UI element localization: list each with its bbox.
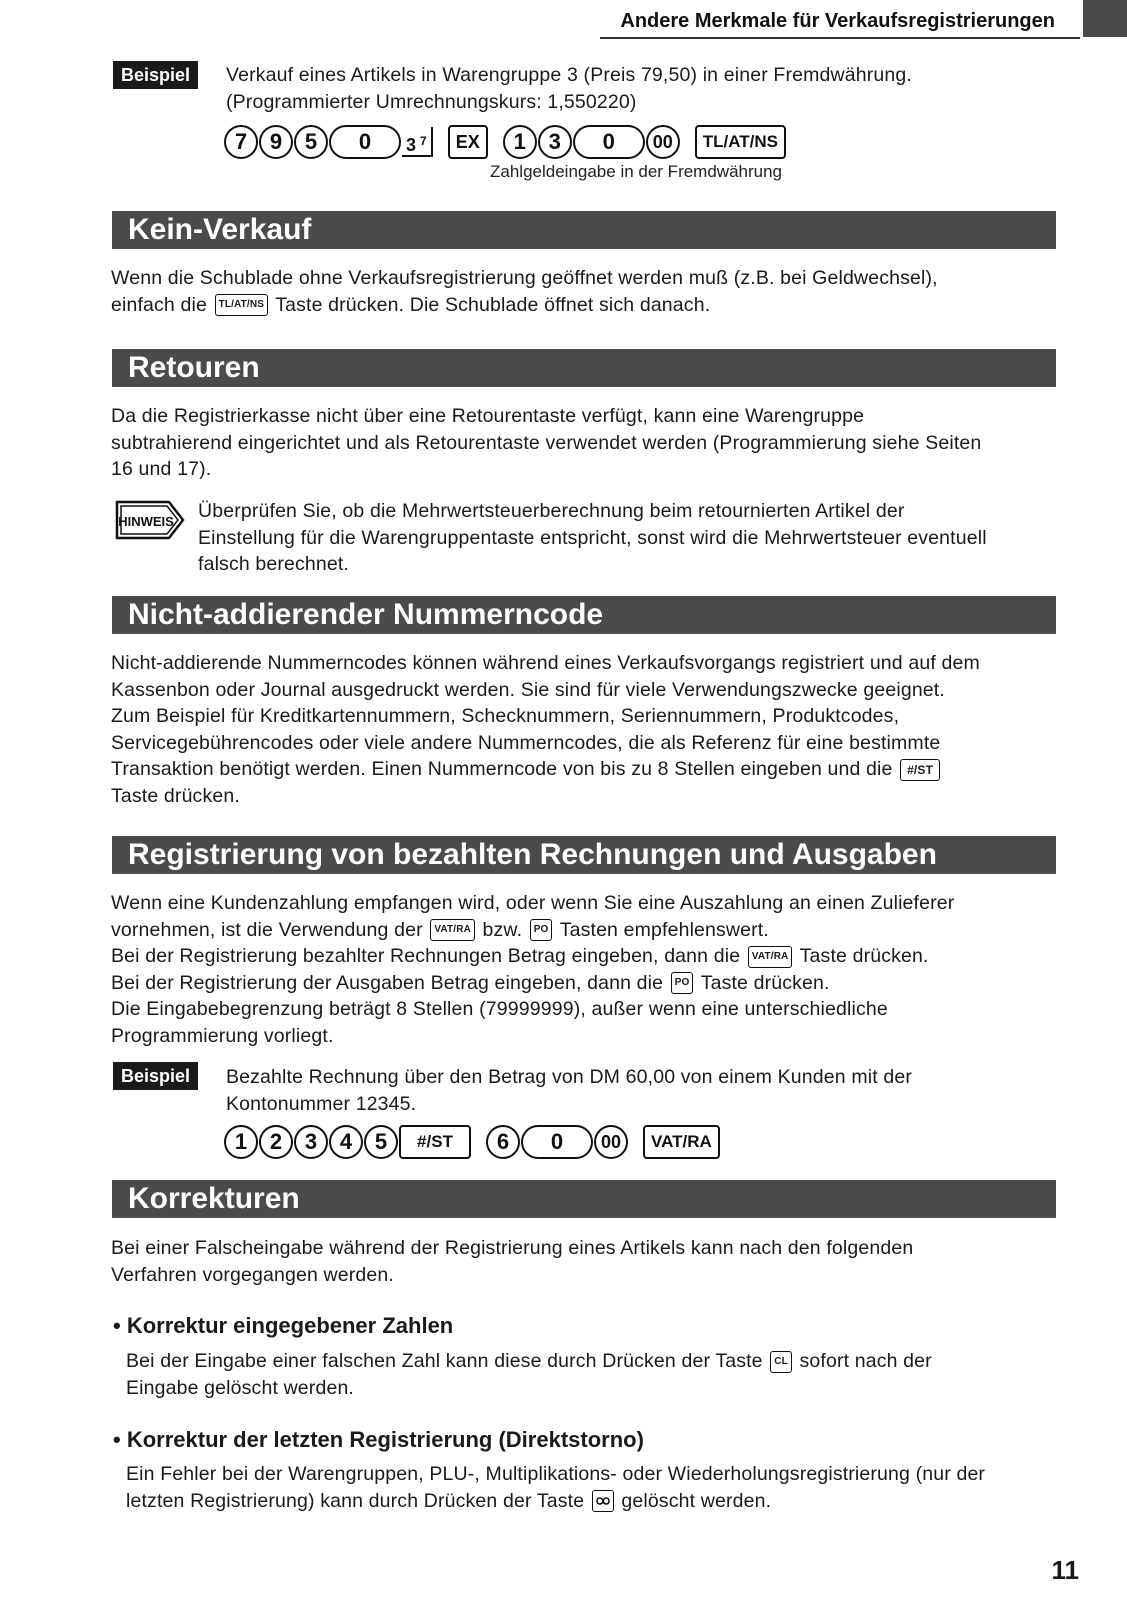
key-tl-at-ns: TL/AT/NS	[695, 125, 786, 159]
example2-key-sequence	[224, 1124, 721, 1160]
number-st-key-icon: #/ST	[900, 759, 940, 781]
vat-ra-key-icon: VAT/RA	[430, 919, 475, 941]
key-3: 3	[538, 125, 572, 159]
subheading-korrektur-zahlen: • Korrektur eingegebener Zahlen	[113, 1313, 454, 1338]
key-7: 7	[224, 125, 258, 159]
key-2: 2	[259, 1125, 293, 1159]
subheading-direktstorno: • Korrektur der letzten Registrierung (Direktstorno)	[113, 1427, 644, 1452]
section-title-nummerncode: Nicht-addierender Nummerncode	[112, 596, 1056, 634]
po-key-icon: PO	[530, 919, 553, 941]
key-4: 4	[329, 1125, 363, 1159]
key-0: 0	[521, 1125, 593, 1159]
kein-verkauf-text: Wenn die Schublade ohne Verkaufsregistrierung geöffnet werden muß (z.B. bei Geldwechsel), einfach die TL/AT/NS Taste drücken. Die Schublade öffnet sich danach.	[111, 267, 938, 316]
key-0: 0	[329, 125, 401, 159]
tl-at-ns-key-icon: TL/AT/NS	[215, 294, 268, 316]
example2-text: Bezahlte Rechnung über den Betrag von DM 60,00 von einem Kunden mit der Kontonummer 12345.	[226, 1066, 912, 1115]
direktstorno-text: Ein Fehler bei der Warengruppen, PLU-, Multiplikations- oder Wiederholungsregistrierung (nur der letzten Registrierung) kann durch Drücken der Taste gelöscht werden.	[126, 1463, 986, 1512]
section-title-retouren: Retouren	[112, 349, 1056, 387]
key-3: 3	[294, 1125, 328, 1159]
key-9: 9	[259, 125, 293, 159]
section-title-kein-verkauf: Kein-Verkauf	[112, 211, 1056, 249]
section-title-rechnungen: Registrierung von bezahlten Rechnungen und Ausgaben	[112, 836, 1056, 874]
retouren-text: Da die Registrierkasse nicht über eine Retourentaste verfügt, kann eine Warengruppe subtrahierend eingerichtet und als Retourentaste verwendet werden (Programmierung siehe Seiten 16 und 17).	[111, 405, 982, 480]
department-key-3: 3 $^7$	[402, 127, 433, 157]
hinweis-icon	[113, 498, 185, 547]
example1-text: Verkauf eines Artikels in Warengruppe 3 (Preis 79,50) in einer Fremdwährung. (Programmierter Umrechnungskurs: 1,550220)	[226, 64, 912, 113]
key-6: 6	[486, 1125, 520, 1159]
rechnungen-text: Wenn eine Kundenzahlung empfangen wird, oder wenn Sie eine Auszahlung an einen Zulieferer vornehmen, ist die Verwendung der VAT/RA bzw. PO Tasten empfehlenswert. Bei der Registrierung bezahlter Rechnungen Betrag eingeben, dann die VAT/RA Taste drücken. Bei der Registrierung der Ausgaben Betrag eingeben, dann die PO Taste drücken. Die Eingabebegrenzung beträgt 8 Stellen (79999999), außer wenn eine unterschiedliche Programmierung vorliegt.	[111, 892, 955, 1047]
cl-key-icon: CL	[770, 1351, 792, 1373]
key-00: 00	[594, 1125, 628, 1159]
running-header: Andere Merkmale für Verkaufsregistrierungen	[620, 10, 1055, 32]
page-number: 11	[1051, 1555, 1079, 1585]
key-00: 00	[646, 125, 680, 159]
example-badge: Beispiel	[113, 61, 198, 89]
key-ex: EX	[448, 125, 488, 159]
po-key-icon: PO	[671, 972, 694, 994]
key-5: 5	[294, 125, 328, 159]
key-vat-ra: VAT/RA	[643, 1125, 720, 1159]
example1-caption: Zahlgeldeingabe in der Fremdwährung	[490, 162, 783, 181]
infinity-icon	[593, 1493, 613, 1509]
key-1: 1	[224, 1125, 258, 1159]
key-0: 0	[573, 125, 645, 159]
error-correct-key-icon	[592, 1490, 614, 1512]
key-5: 5	[364, 1125, 398, 1159]
korrekturen-text: Bei einer Falscheingabe während der Registrierung eines Artikels kann nach den folgenden Verfahren vorgegangen werden.	[111, 1237, 914, 1286]
section-title-korrekturen: Korrekturen	[112, 1180, 1056, 1218]
bullet: •	[113, 1427, 121, 1452]
key-1: 1	[503, 125, 537, 159]
svg-text:HINWEIS: HINWEIS	[118, 514, 174, 529]
nummerncode-text: Nicht-addierende Nummerncodes können während eines Verkaufsvorgangs registriert und auf dem Kassenbon oder Journal ausgedruckt werden. Sie sind für viele Verwendungszwecke geeignet. Zum Beispiel für Kreditkartennummern, Schecknummern, Seriennummern, Produktcodes, Servicegebührencodes oder viele andere Nummerncodes, die als Referenz für eine bestimmte Transaktion benötigt werden. Einen Nummerncode von bis zu 8 Stellen eingeben und die #/ST Taste drücken.	[111, 652, 980, 807]
vat-ra-key-icon: VAT/RA	[748, 946, 793, 968]
korrektur-zahlen-text: Bei der Eingabe einer falschen Zahl kann diese durch Drücken der Taste CL sofort nach der Eingabe gelöscht werden.	[126, 1350, 932, 1399]
example1-key-sequence	[224, 124, 787, 160]
header-rule	[600, 37, 1080, 39]
retouren-note: Überprüfen Sie, ob die Mehrwertsteuerberechnung beim retournierten Artikel der Einstellung für die Warengruppentaste entspricht, sonst wird die Mehrwertsteuer eventuell falsch berechnet.	[198, 500, 987, 575]
note-icon	[113, 498, 185, 542]
header-corner-block	[1083, 0, 1127, 37]
example-badge: Beispiel	[113, 1062, 198, 1090]
bullet: •	[113, 1313, 121, 1338]
key-number-st: #/ST	[399, 1125, 471, 1159]
